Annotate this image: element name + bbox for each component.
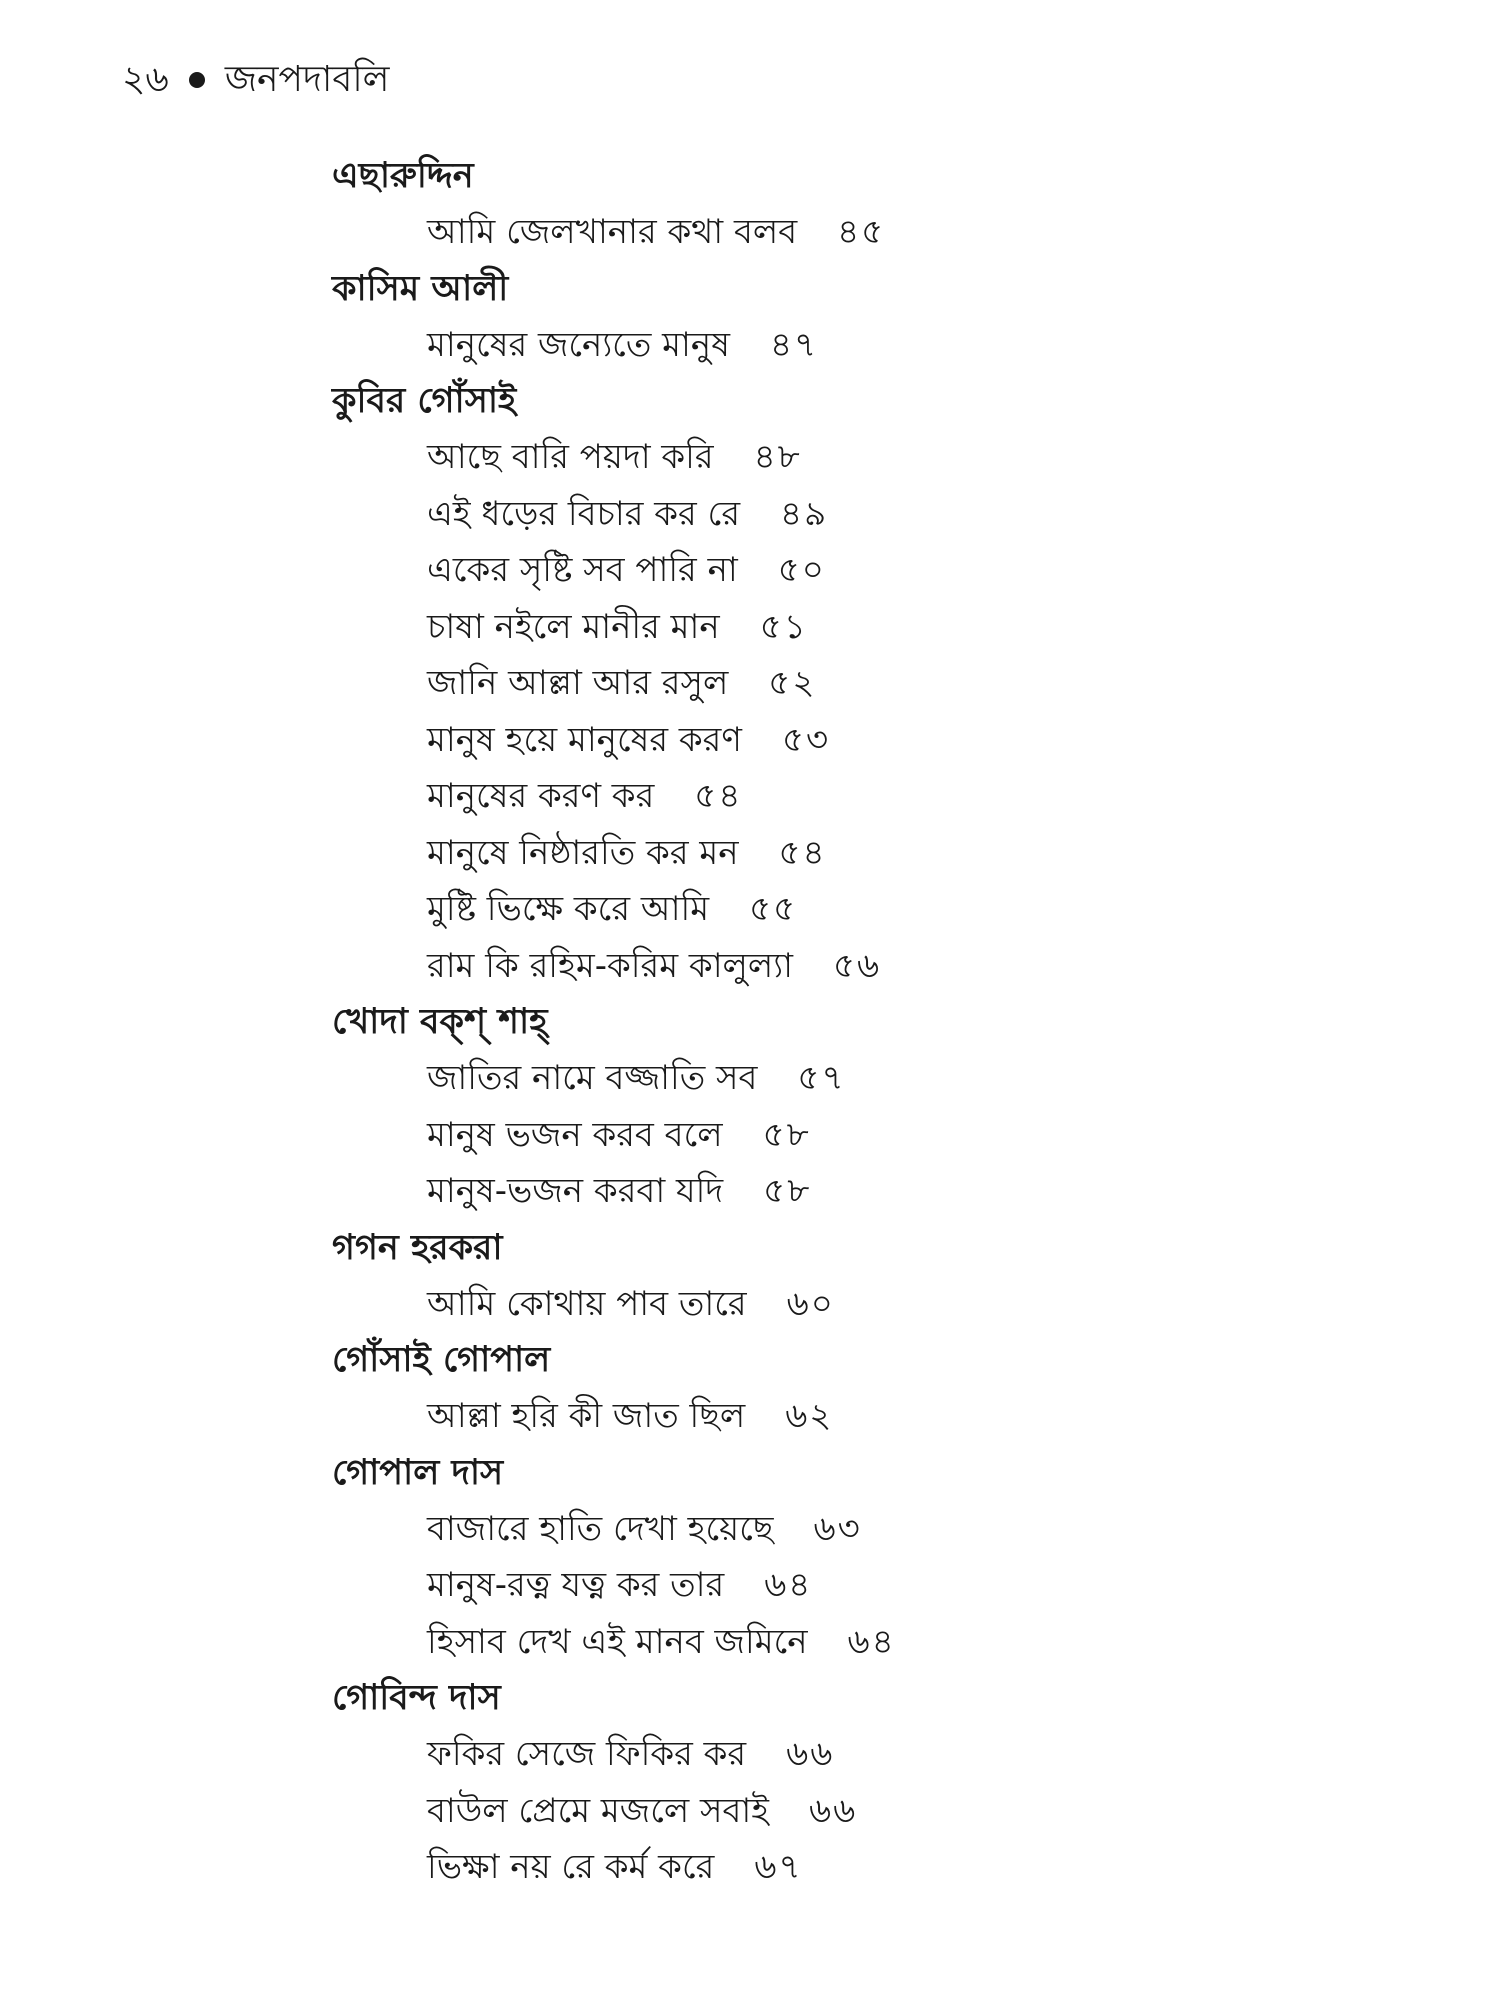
toc-entry-title: আল্লা হরি কী জাত ছিল [427, 1396, 746, 1436]
book-title: জনপদাবলি [224, 59, 390, 100]
toc-author-heading: এছারুদ্দিন [332, 156, 474, 196]
toc-entry-title: মানুষ হয়ে মানুষের করণ [427, 719, 742, 760]
toc-entry-page: ৫২ [768, 663, 817, 703]
toc-entry-title: আমি জেলখানার কথা বলব [427, 212, 798, 252]
toc-entry-title: আছে বারি পয়দা করি [427, 437, 714, 477]
toc-entry-page: ৫৪ [778, 832, 827, 873]
toc-entry-title: এই ধড়ের বিচার কর রে [427, 493, 741, 534]
toc-entry-title: জাতির নামে বজ্জাতি সব [427, 1058, 758, 1098]
toc-entry [427, 429, 1372, 486]
toc-entry [427, 1107, 1372, 1164]
toc-entry-title: হিসাব দেখ এই মানব জমিনে [427, 1621, 808, 1662]
toc-entry [427, 1501, 1372, 1558]
toc-entry-title: বাউল প্রেমে মজলে সবাই [427, 1790, 769, 1831]
toc-entry [427, 938, 1372, 995]
running-header [122, 52, 389, 108]
toc-entry-page: ৫১ [759, 606, 808, 647]
toc-entry-title: আমি কোথায় পাব তারে [427, 1283, 747, 1324]
toc-entry-page: ৬৪ [847, 1621, 896, 1662]
toc-entry-page: ৬৭ [754, 1847, 803, 1887]
toc-entry-page: ৬৪ [764, 1565, 813, 1605]
toc-author-heading: কাসিম আলী [332, 268, 509, 309]
toc-entry-title: বাজারে হাতি দেখা হয়েছে [427, 1508, 774, 1549]
toc-author-heading: গগন হরকরা [332, 1227, 503, 1268]
toc-entry-title: একের সৃষ্টি সব পারি না [427, 550, 738, 590]
toc-entry [427, 881, 1372, 938]
toc-entry-title: মানুষ ভজন করব বলে [427, 1114, 723, 1155]
toc-entry [427, 1614, 1372, 1671]
toc-author-heading: গোবিন্দ দাস [332, 1678, 501, 1718]
toc-entry-page: ৫৮ [762, 1114, 811, 1155]
toc-entry-title: ভিক্ষা নয় রে কর্ম করে [427, 1847, 715, 1887]
toc-entry-page: ৪৮ [753, 437, 802, 477]
toc-entry-page: ৬৩ [813, 1508, 862, 1549]
table-of-contents [332, 148, 1372, 1896]
toc-entry [427, 599, 1372, 656]
toc-entry-page: ৪৫ [837, 212, 886, 252]
toc-entry-title: জানি আল্লা আর রসুল [427, 663, 729, 703]
toc-entry [427, 1726, 1372, 1783]
toc-entry [427, 768, 1372, 825]
toc-entry-page: ৫৪ [694, 776, 743, 816]
toc-entry-title: মানুষের করণ কর [427, 776, 655, 816]
toc-entry [427, 204, 1372, 261]
toc-entry-title: মানুষ-রত্ন যত্ন কর তার [427, 1565, 725, 1605]
toc-entry [427, 1050, 1372, 1107]
toc-entry [427, 1557, 1372, 1614]
toc-entry [427, 1388, 1372, 1445]
toc-entry-page: ৫৬ [832, 945, 882, 986]
toc-entry [427, 1163, 1372, 1220]
toc-author-heading: গোঁসাই গোপাল [332, 1340, 551, 1380]
toc-entry-title: রাম কি রহিম-করিম কালুল্যা [427, 945, 793, 986]
toc-entry-page: ৬৬ [786, 1734, 835, 1774]
toc-entry [427, 1839, 1372, 1896]
toc-entry [427, 486, 1372, 543]
toc-entry-page: ৫৩ [781, 719, 831, 760]
toc-entry-page: ৫৫ [749, 889, 798, 929]
toc-entry-title: মানুষে নিষ্ঠারতি কর মন [427, 832, 739, 873]
toc-entry-title: মানুষের জন্যেতে মানুষ [427, 324, 730, 365]
toc-entry [427, 317, 1372, 374]
toc-entry-page: ৫৮ [763, 1171, 812, 1211]
toc-entry-page: ৬০ [786, 1283, 835, 1324]
toc-entry-title: মানুষ-ভজন করবা যদি [427, 1171, 724, 1211]
toc-entry-page: ৫০ [777, 550, 826, 590]
toc-author-heading: কুবির গোঁসাই [332, 381, 517, 421]
page-number: ২৬ [122, 59, 169, 100]
toc-entry-page: ৬৬ [808, 1790, 858, 1831]
toc-entry [427, 712, 1372, 769]
toc-author-heading: গোপাল দাস [332, 1452, 504, 1493]
toc-entry [427, 825, 1372, 882]
bullet-icon [189, 72, 205, 88]
toc-entry-page: ৬২ [785, 1396, 834, 1436]
toc-entry-page: ৪৯ [780, 493, 829, 534]
toc-entry-title: মুষ্টি ভিক্ষে করে আমি [427, 889, 710, 929]
toc-entry [427, 1783, 1372, 1840]
toc-entry-page: ৫৭ [797, 1058, 846, 1098]
toc-entry [427, 655, 1372, 712]
toc-entry-title: ফকির সেজে ফিকির কর [427, 1734, 747, 1774]
toc-entry-title: চাষা নইলে মানীর মান [427, 606, 720, 647]
toc-entry [427, 542, 1372, 599]
toc-entry-page: ৪৭ [769, 324, 819, 365]
toc-author-heading: খোদা বক্শ্ শাহ্ [332, 1002, 548, 1042]
toc-entry [427, 1276, 1372, 1333]
